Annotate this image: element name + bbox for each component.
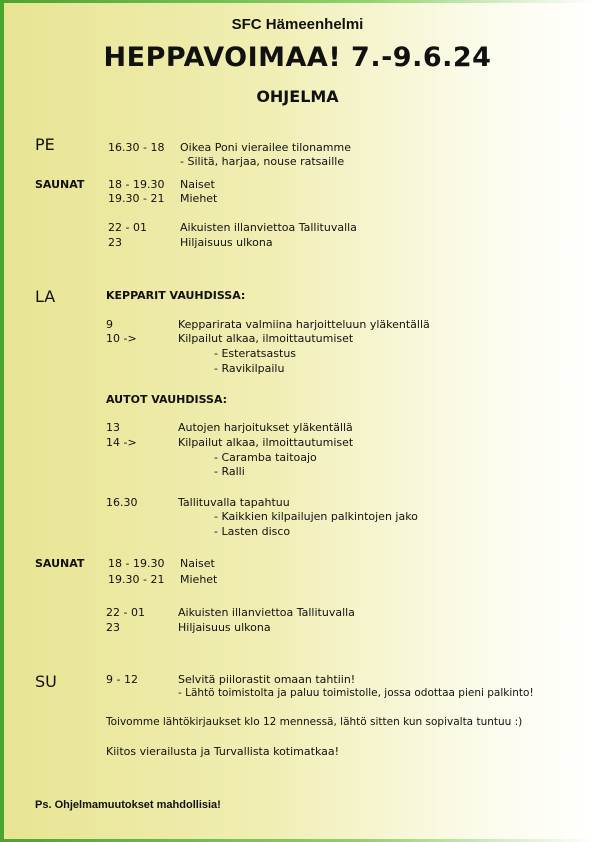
cars-competition-2: - Ralli xyxy=(214,465,245,478)
tallitupa-detail-2: - Lasten disco xyxy=(214,525,291,538)
sunday-thanks: Kiitos vierailusta ja Turvallista kotimatkaa! xyxy=(106,745,340,758)
section-heading-hobbyhorses: KEPPARIT VAUHDISSA: xyxy=(106,289,246,302)
cars-time-2: 14 -> xyxy=(106,436,137,449)
cars-event-2: Kilpailut alkaa, ilmoittautumiset xyxy=(178,436,354,449)
friday-sauna-event-1: Naiset xyxy=(180,178,215,191)
friday-evening-time: 22 - 01 xyxy=(108,221,147,234)
day-label-sunday: SU xyxy=(35,672,57,691)
cars-event-1: Autojen harjoitukset yläkentällä xyxy=(178,421,353,434)
program-change-note: Ps. Ohjelmamuutokset mahdollisia! xyxy=(35,799,221,811)
top-border xyxy=(0,0,595,3)
saturday-sauna-time-2: 19.30 - 21 xyxy=(108,573,165,586)
saturday-quiet-event: Hiljaisuus ulkona xyxy=(178,621,271,634)
day-label-saturday: LA xyxy=(35,287,56,306)
hobbyhorse-event-1: Kepparirata valmiina harjoitteluun yläkentällä xyxy=(178,318,430,331)
hobbyhorse-event-2: Kilpailut alkaa, ilmoittautumiset xyxy=(178,332,354,345)
event-title: HEPPAVOIMAA! 7.-9.6.24 xyxy=(103,42,492,73)
saturday-sauna-event-1: Naiset xyxy=(180,557,215,570)
friday-sauna-label: SAUNAT xyxy=(35,178,85,191)
friday-event-1-detail: - Silitä, harjaa, nouse ratsaille xyxy=(180,155,345,168)
day-label-friday: PE xyxy=(35,135,55,154)
friday-evening-event: Aikuisten illanviettoa Tallituvalla xyxy=(180,221,357,234)
hobbyhorse-competition-2: - Ravikilpailu xyxy=(214,362,285,375)
tallitupa-time: 16.30 xyxy=(106,496,138,509)
saturday-evening-time: 22 - 01 xyxy=(106,606,145,619)
hobbyhorse-time-1: 9 xyxy=(106,318,113,331)
friday-sauna-event-2: Miehet xyxy=(180,192,218,205)
tallitupa-detail-1: - Kaikkien kilpailujen palkintojen jako xyxy=(214,510,418,523)
sunday-event-1: Selvitä piilorastit omaan tahtiin! xyxy=(178,673,356,686)
hobbyhorse-competition-1: - Esteratsastus xyxy=(214,347,297,360)
friday-sauna-time-1: 18 - 19.30 xyxy=(108,178,165,191)
saturday-sauna-event-2: Miehet xyxy=(180,573,218,586)
left-border xyxy=(0,0,4,842)
saturday-quiet-time: 23 xyxy=(106,621,120,634)
sunday-checkout-note: Toivomme lähtökirjaukset klo 12 mennessä, lähtö sitten kun sopivalta tuntuu :) xyxy=(106,716,523,728)
section-heading-cars: AUTOT VAUHDISSA: xyxy=(106,393,228,406)
friday-event-1: Oikea Poni vierailee tilonamme xyxy=(180,141,351,154)
saturday-evening-event: Aikuisten illanviettoa Tallituvalla xyxy=(178,606,355,619)
cars-competition-1: - Caramba taitoajo xyxy=(214,451,317,464)
sunday-event-1-detail: - Lähtö toimistolta ja paluu toimistolle, jossa odottaa pieni palkinto! xyxy=(178,687,534,699)
saturday-sauna-label: SAUNAT xyxy=(35,557,85,570)
friday-sauna-time-2: 19.30 - 21 xyxy=(108,192,165,205)
friday-quiet-event: Hiljaisuus ulkona xyxy=(180,236,273,249)
club-name: SFC Hämeenhelmi xyxy=(231,16,364,33)
saturday-sauna-time-1: 18 - 19.30 xyxy=(108,557,165,570)
friday-time-1: 16.30 - 18 xyxy=(108,141,165,154)
hobbyhorse-time-2: 10 -> xyxy=(106,332,137,345)
sunday-time-1: 9 - 12 xyxy=(106,673,138,686)
friday-quiet-time: 23 xyxy=(108,236,122,249)
cars-time-1: 13 xyxy=(106,421,120,434)
program-heading: OHJELMA xyxy=(256,87,339,106)
tallitupa-event: Tallituvalla tapahtuu xyxy=(178,496,290,509)
